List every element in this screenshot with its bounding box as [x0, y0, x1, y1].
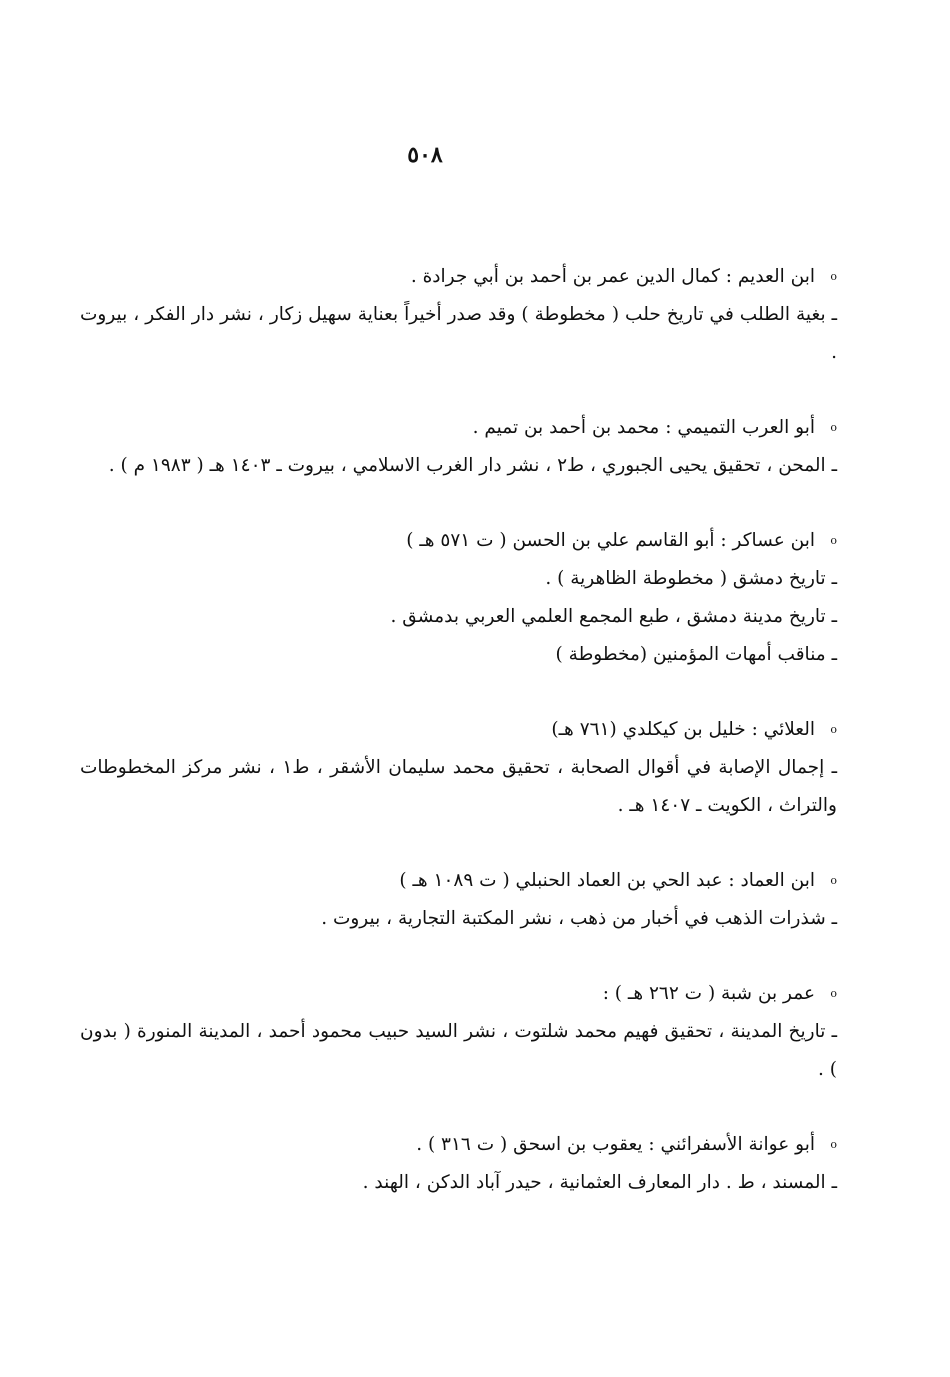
- work-line: ـ تاريخ مدينة دمشق ، طبع المجمع العلمي العربي بدمشق .: [390, 606, 837, 627]
- author-text: ابن عساكر : أبو القاسم علي بن الحسن ( ت ٥٧١ هـ ): [406, 530, 815, 551]
- work-line: ـ إجمال الإصابة في أقوال الصحابة ، تحقيق محمد سليمان الأشقر ، ط١ ، نشر مركز المخطوطات والتراث ، الكويت ـ ١٤٠٧ هـ .: [80, 757, 837, 816]
- work-line: ـ المحن ، تحقيق يحيى الجبوري ، ط٢ ، نشر دار الغرب الاسلامي ، بيروت ـ ١٤٠٣ هـ ( ١٩٨٣ م ) .: [108, 455, 837, 476]
- bullet-icon: o: [830, 1138, 837, 1151]
- bullet-icon: o: [830, 874, 837, 887]
- bibliography-entry: [80, 409, 837, 485]
- work-line: ـ تاريخ المدينة ، تحقيق فهيم محمد شلتوت ، نشر السيد حبيب محمود أحمد ، المدينة المنورة ( بدون ) .: [80, 1021, 837, 1080]
- author-text: العلائي : خليل بن كيكلدي (٧٦١ هـ): [551, 719, 815, 740]
- work-line: ـ تاريخ دمشق ( مخطوطة الظاهرية ) .: [545, 568, 837, 589]
- bibliography-entry: [80, 711, 837, 825]
- author-text: أبو العرب التميمي : محمد بن أحمد بن تميم .: [472, 417, 815, 438]
- entry-heading: [80, 522, 837, 560]
- author-text: عمر بن شبة ( ت ٢٦٢ هـ ) :: [602, 983, 815, 1004]
- work-line: ـ المسند ، ط . دار المعارف العثمانية ، حيدر آباد الدكن ، الهند .: [362, 1172, 837, 1193]
- bullet-icon: o: [830, 270, 837, 283]
- bibliography-list: [80, 258, 837, 1202]
- entry-heading: [80, 1126, 837, 1164]
- author-text: ابن العديم : كمال الدين عمر بن أحمد بن أبي جرادة .: [410, 266, 815, 287]
- bullet-icon: o: [830, 723, 837, 736]
- author-text: ابن العماد : عبد الحي بن العماد الحنبلي ( ت ١٠٨٩ هـ ): [399, 870, 815, 891]
- entry-heading: [80, 409, 837, 447]
- work-line: ـ شذرات الذهب في أخبار من ذهب ، نشر المكتبة التجارية ، بيروت .: [321, 908, 837, 929]
- bullet-icon: o: [830, 421, 837, 434]
- work-line: ـ مناقب أمهات المؤمنين (مخطوطة ): [555, 644, 837, 665]
- bibliography-entry: [80, 1126, 837, 1202]
- bibliography-entry: [80, 975, 837, 1089]
- bullet-icon: o: [830, 987, 837, 1000]
- work-line: ـ بغية الطلب في تاريخ حلب ( مخطوطة ) وقد صدر أخيراً بعناية سهيل زكار ، نشر دار الفكر ، بيروت .: [80, 304, 837, 363]
- entry-heading: [80, 258, 837, 296]
- entry-heading: [80, 711, 837, 749]
- entry-heading: [80, 862, 837, 900]
- entry-heading: [80, 975, 837, 1013]
- author-text: أبو عوانة الأسفرائني : يعقوب بن اسحق ( ت ٣١٦ ) .: [416, 1134, 815, 1155]
- bibliography-entry: [80, 258, 837, 372]
- page-number: ٥٠٨: [407, 142, 443, 168]
- bullet-icon: o: [830, 534, 837, 547]
- bibliography-entry: [80, 522, 837, 674]
- bibliography-entry: [80, 862, 837, 938]
